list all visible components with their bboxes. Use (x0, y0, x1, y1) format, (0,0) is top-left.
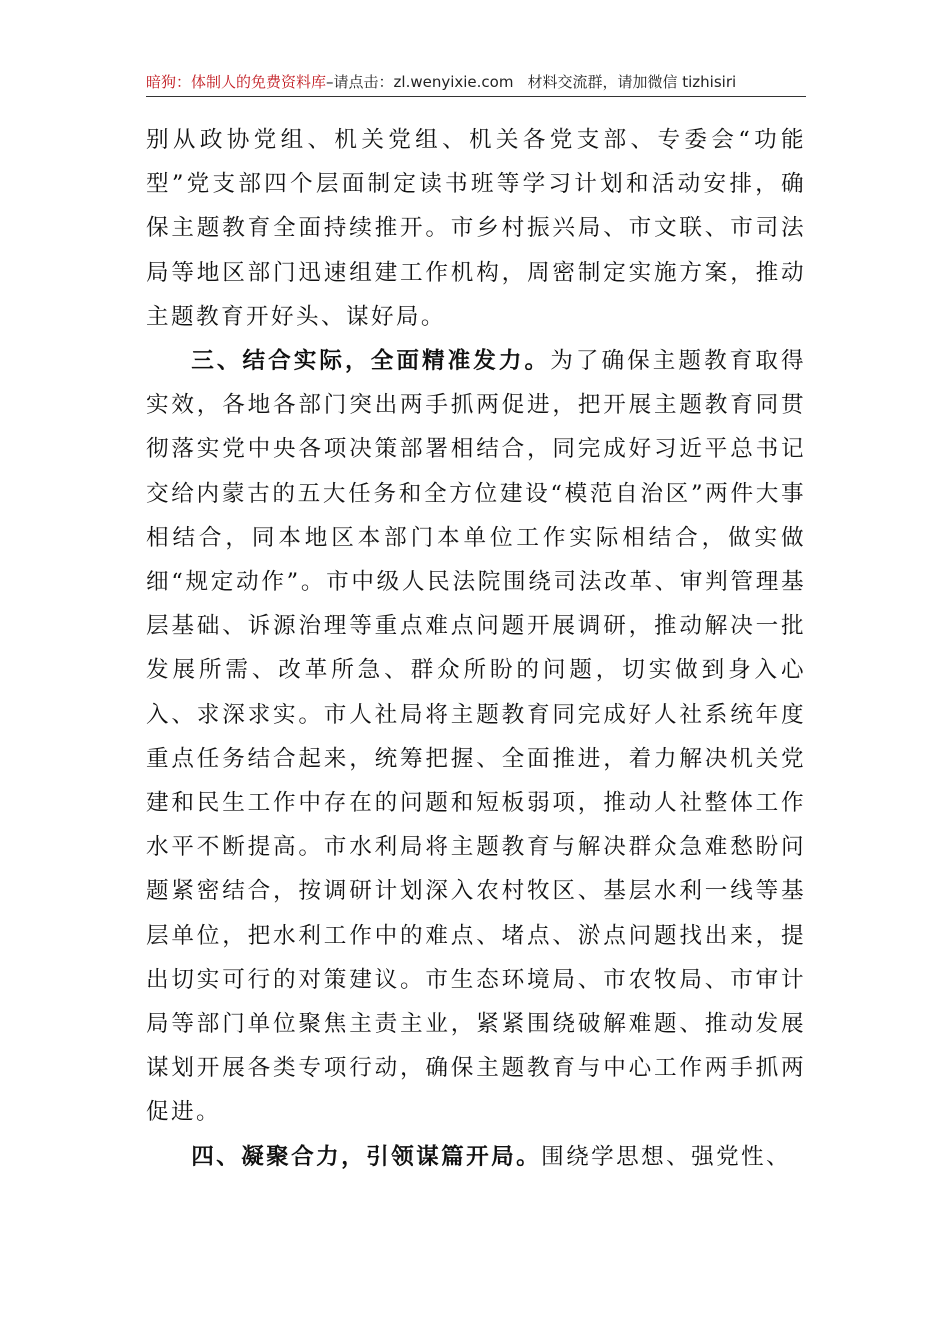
paragraph-text: 为了确保主题教育取得实效，各地各部门突出两手抓两促进，把开展主题教育同贯彻落实党中央各项决策部署相结合，同完成好习近平总书记交给内蒙古的五大任务和全方位建设“模范自治区”两件大事相结合，同本地区本部门本单位工作实际相结合，做实做细“规定动作”。市中级人民法院围绕司法改革、审判管理基层基础、诉源治理等重点难点问题开展调研，推动解决一批发展所需、改革所急、群众所盼的问题，切实做到身入心入、求深求实。市人社局将主题教育同完成好人社系统年度重点任务结合起来，统筹把握、全面推进，着力解决机关党建和民生工作中存在的问题和短板弱项，推动人社整体工作水平不断提高。市水利局将主题教育与解决群众急难愁盼问题紧密结合，按调研计划深入农村牧区、基层水利一线等基层单位，把水利工作中的难点、堵点、淤点问题找出来，提出切实可行的对策建议。市生态环境局、市农牧局、市审计局等部门单位聚焦主责主业，紧紧围绕破解难题、推动发展谋划开展各类专项行动，确保主题教育与中心工作两手抓两促进。 (146, 348, 806, 1126)
page-header (146, 70, 806, 94)
header-divider (146, 96, 806, 97)
wechat-note: 材料交流群，请加微信 tizhisiri (527, 73, 737, 91)
source-link[interactable]: zl.wenyixie.com (393, 73, 514, 91)
section-heading: 三、结合实际，全面精准发力。 (191, 348, 551, 375)
paragraph-continued (146, 118, 806, 339)
link-prefix: –请点击： (326, 73, 394, 91)
paragraph-text: 围绕学思想、强党性、 (541, 1143, 792, 1170)
document-body (146, 118, 806, 1179)
paragraph-section-four (146, 1135, 806, 1179)
paragraph-text: 别从政协党组、机关党组、机关各党支部、专委会“功能型”党支部四个层面制定读书班等学习计划和活动安排，确保主题教育全面持续推开。市乡村振兴局、市文联、市司法局等地区部门迅速组建工作机构，周密制定实施方案，推动主题教育开好头、谋好局。 (146, 127, 806, 330)
paragraph-section-three (146, 339, 806, 1135)
section-heading: 四、凝聚合力，引领谋篇开局。 (191, 1143, 542, 1170)
source-label: 暗狗：体制人的免费资料库 (146, 73, 327, 91)
